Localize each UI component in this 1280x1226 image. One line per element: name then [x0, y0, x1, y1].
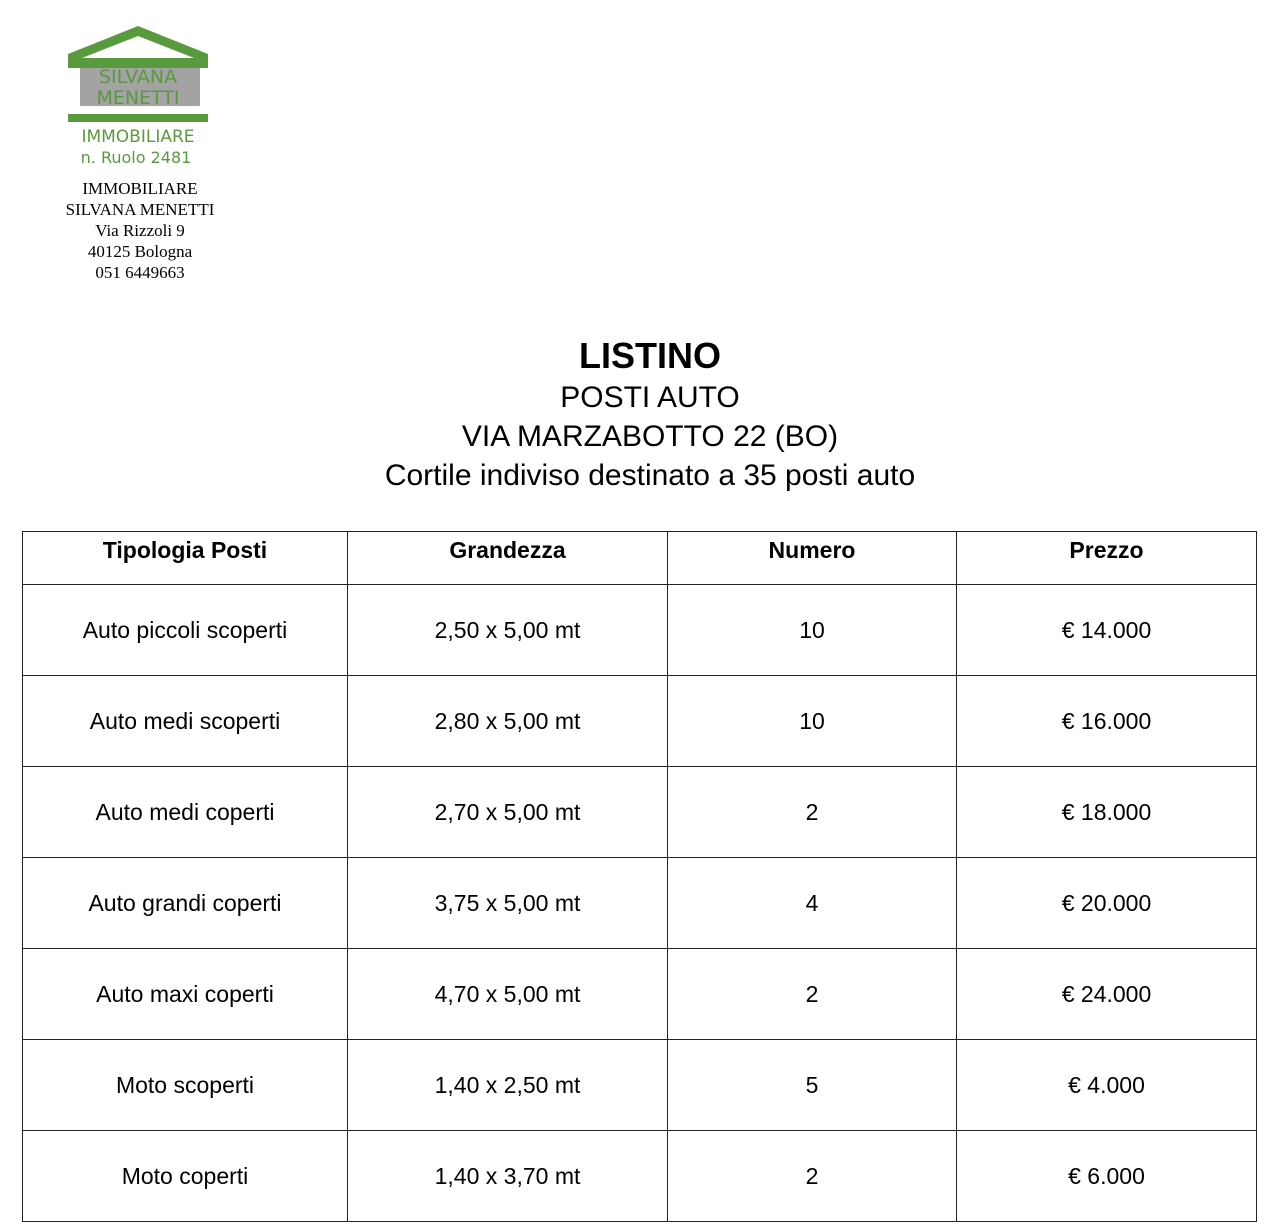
logo-line-2: MENETTI [96, 87, 180, 109]
table-header-row [23, 532, 1257, 585]
company-logo [60, 22, 216, 168]
cell-price: € 16.000 [957, 676, 1257, 767]
cell-type: Auto maxi coperti [23, 949, 348, 1040]
logo-line-4: n. Ruolo 2481 [80, 148, 192, 167]
column-header-price: Prezzo [957, 532, 1257, 585]
cell-type: Auto medi coperti [23, 767, 348, 858]
price-list-table [22, 531, 1257, 1222]
cell-type: Moto scoperti [23, 1040, 348, 1131]
agency-line: IMMOBILIARE [82, 179, 198, 198]
cell-size: 1,40 x 3,70 mt [348, 1131, 668, 1222]
cell-price: € 4.000 [957, 1040, 1257, 1131]
cell-size: 4,70 x 5,00 mt [348, 949, 668, 1040]
logo-line-3: IMMOBILIARE [81, 127, 195, 147]
cell-size: 2,70 x 5,00 mt [348, 767, 668, 858]
cell-type: Auto piccoli scoperti [23, 585, 348, 676]
house-logo-icon [60, 22, 216, 168]
cell-count: 2 [668, 949, 957, 1040]
cell-type: Auto medi scoperti [23, 676, 348, 767]
cell-count: 10 [668, 676, 957, 767]
cell-count: 5 [668, 1040, 957, 1131]
agency-line: 40125 Bologna [87, 242, 193, 261]
table-row [23, 767, 1257, 858]
column-header-size: Grandezza [348, 532, 668, 585]
page-title: LISTINO [579, 335, 721, 376]
logo-line-1: SILVANA [98, 66, 178, 88]
cell-type: Auto grandi coperti [23, 858, 348, 949]
cell-price: € 24.000 [957, 949, 1257, 1040]
cell-price: € 14.000 [957, 585, 1257, 676]
cell-count: 4 [668, 858, 957, 949]
cell-count: 10 [668, 585, 957, 676]
cell-price: € 6.000 [957, 1131, 1257, 1222]
table-row [23, 949, 1257, 1040]
column-header-count: Numero [668, 532, 957, 585]
cell-price: € 18.000 [957, 767, 1257, 858]
agency-address [20, 178, 260, 283]
property-description: Cortile indiviso destinato a 35 posti auto [384, 459, 916, 492]
table-row [23, 1131, 1257, 1222]
table-row [23, 676, 1257, 767]
cell-count: 2 [668, 767, 957, 858]
agency-line: Via Rizzoli 9 [95, 221, 185, 240]
property-address: VIA MARZABOTTO 22 (BO) [461, 420, 839, 453]
agency-line: 051 6449663 [95, 263, 185, 282]
column-header-type: Tipologia Posti [23, 532, 348, 585]
cell-price: € 20.000 [957, 858, 1257, 949]
document-heading [0, 334, 1280, 495]
cell-size: 1,40 x 2,50 mt [348, 1040, 668, 1131]
table-row [23, 858, 1257, 949]
table-row [23, 1040, 1257, 1131]
agency-line: SILVANA MENETTI [65, 200, 215, 219]
cell-size: 2,80 x 5,00 mt [348, 676, 668, 767]
page-subtitle: POSTI AUTO [560, 381, 740, 414]
cell-size: 3,75 x 5,00 mt [348, 858, 668, 949]
cell-type: Moto coperti [23, 1131, 348, 1222]
cell-count: 2 [668, 1131, 957, 1222]
table-row [23, 585, 1257, 676]
cell-size: 2,50 x 5,00 mt [348, 585, 668, 676]
